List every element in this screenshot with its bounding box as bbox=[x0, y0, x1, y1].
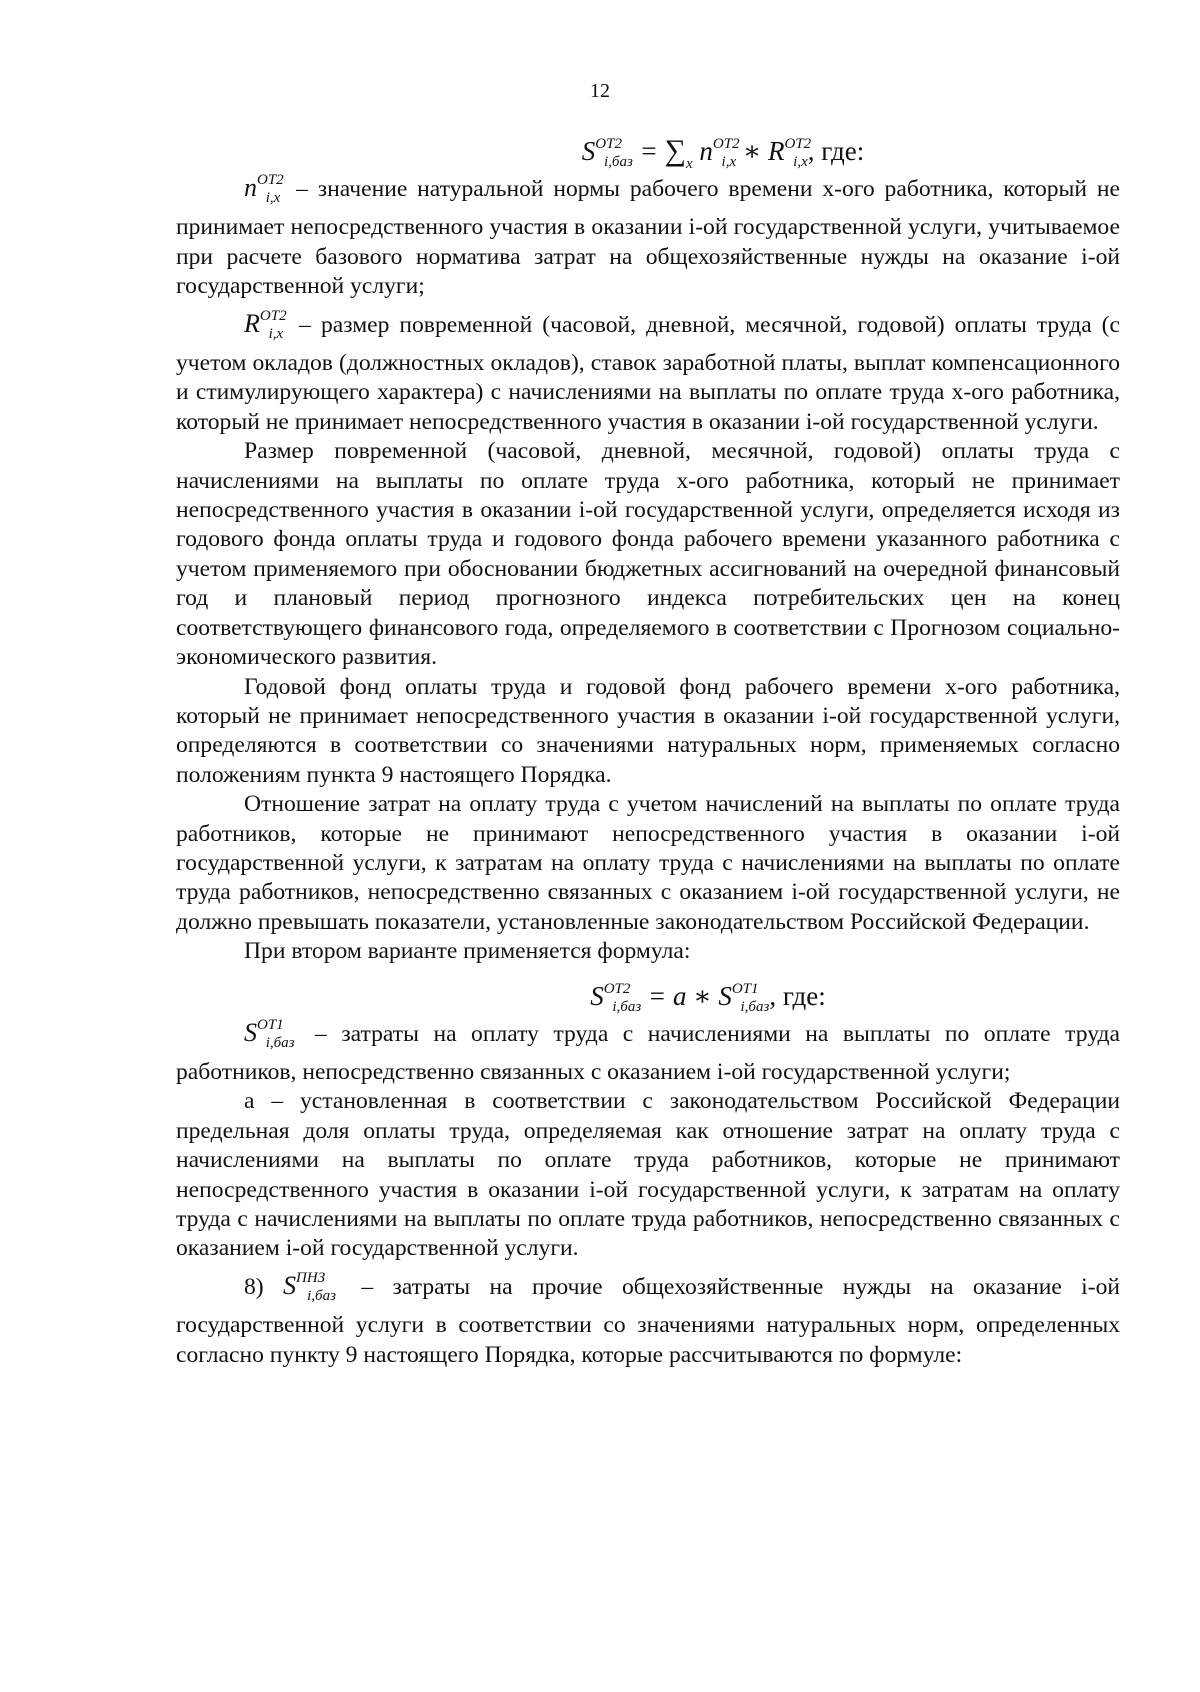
symbol-s-pnz: $S^{ПНЗ}_{i,баз}$ bbox=[283, 1269, 336, 1304]
definition-s-ot1: $S^{ОТ1}_{i,баз}$ – затраты на оплату труда с начислениями на выплаты по оплате труда работников, непосредственно связанных с оказанием i-ой государственной услуги; bbox=[176, 1016, 1120, 1085]
paragraph-second-variant: При втором варианте применяется формула: bbox=[244, 938, 691, 965]
item-8-number: 8) bbox=[244, 1273, 264, 1300]
definition-a: а – установленная в соответствии с законодательством Российской Федерации предельная доля оплаты труда, определяемая как отношение затрат на оплату труда с начислениями на выплаты по оплате труда работников, которые не принимают непосредственного участия в оказании i-ой государственной услуги, к затратам на оплату труда с начислениями на выплаты по оплате труда работников, непосредственно связанных с оказанием i-ой государственной услуги. bbox=[176, 1088, 1120, 1262]
item-8: 8) $S^{ПНЗ}_{i,баз}$ – затраты на прочие общехозяйственные нужды на оказание i-ой государственной услуги в соответствии со значениями натуральных норм, определенных согласно пункту 9 настоящего Порядка, которые рассчитываются по формуле: bbox=[176, 1269, 1121, 1368]
symbol-s-ot1: $S^{ОТ1}_{i,баз}$ bbox=[244, 1016, 295, 1051]
definition-r: $R^{ОТ2}_{i,x}$ – размер повременной (часовой, дневной, месячной, годовой) оплаты труда (с учетом окладов (должностных окладов), ставок заработной платы, выплат компенсационного и стимулирующего характера) с начислениями на выплаты по оплате труда x-ого работника, который не принимает непосредственного участия в оказании i-ой государственной услуги. bbox=[176, 307, 1120, 435]
symbol-r: $R^{ОТ2}_{i,x}$ bbox=[244, 307, 287, 342]
sigma-symbol: ∑ bbox=[664, 134, 686, 167]
symbol-n: $n^{ОТ2}_{i,x}$ bbox=[244, 172, 284, 206]
formula-ot2-second: $S^{ОТ2}_{i,баз} = a$ ∗ $S^{ОТ1}_{i,баз}$, где: bbox=[590, 980, 826, 1015]
document-body bbox=[176, 122, 1120, 1370]
paragraph-cost-ratio: Отношение затрат на оплату труда с учетом начислений на выплаты по оплате труда работников, которые не принимают непосредственного участия в оказании i-ой государственной услуги, к затратам на оплату труда с начислениями на выплаты по оплате труда работников, непосредственно связанных с оказанием i-ой государственной услуги, не должно превышать показатели, установленные законодательством Российской Федерации. bbox=[176, 791, 1120, 935]
definition-n: $n^{ОТ2}_{i,x}$ – значение натуральной нормы рабочего времени x-ого работника, который не принимает непосредственного участия в оказании i-ой государственной услуги, учитываемое при расчете базового норматива затрат на общехозяйственные нужды на оказание i-ой государственной услуги; bbox=[176, 172, 1120, 300]
formula-lhs: S bbox=[581, 136, 596, 166]
paragraph-annual-fund: Годовой фонд оплаты труда и годовой фонд рабочего времени x-ого работника, который не принимает непосредственного участия в оказании i-ой государственной услуги, определяются в соответствии со значениями натуральных норм, применяемых согласно положениям пункта 9 настоящего Порядка. bbox=[176, 673, 1120, 788]
page-number: 12 bbox=[590, 80, 610, 102]
paragraph-wage-size: Размер повременной (часовой, дневной, месячной, годовой) оплаты труда с начислениями на выплаты по оплате труда x-ого работника, который не принимает непосредственного участия в оказании i-ой государственной услуги, определяется исходя из годового фонда оплаты труда и годового фонда рабочего времени указанного работника с учетом применяемого при обосновании бюджетных ассигнований на очередной финансовый год и плановый период прогнозного индекса потребительских цен на конец соответствующего финансового года, определяемого в соответствии с Прогнозом социально-экономического развития. bbox=[176, 438, 1120, 671]
formula-ot2-base: $S^{ОТ2}_{i,баз} = \sum_x$ $n^{ОТ2}_{i,x}$ ∗ $R^{ОТ2}_{i,x}$, где: bbox=[581, 134, 865, 172]
